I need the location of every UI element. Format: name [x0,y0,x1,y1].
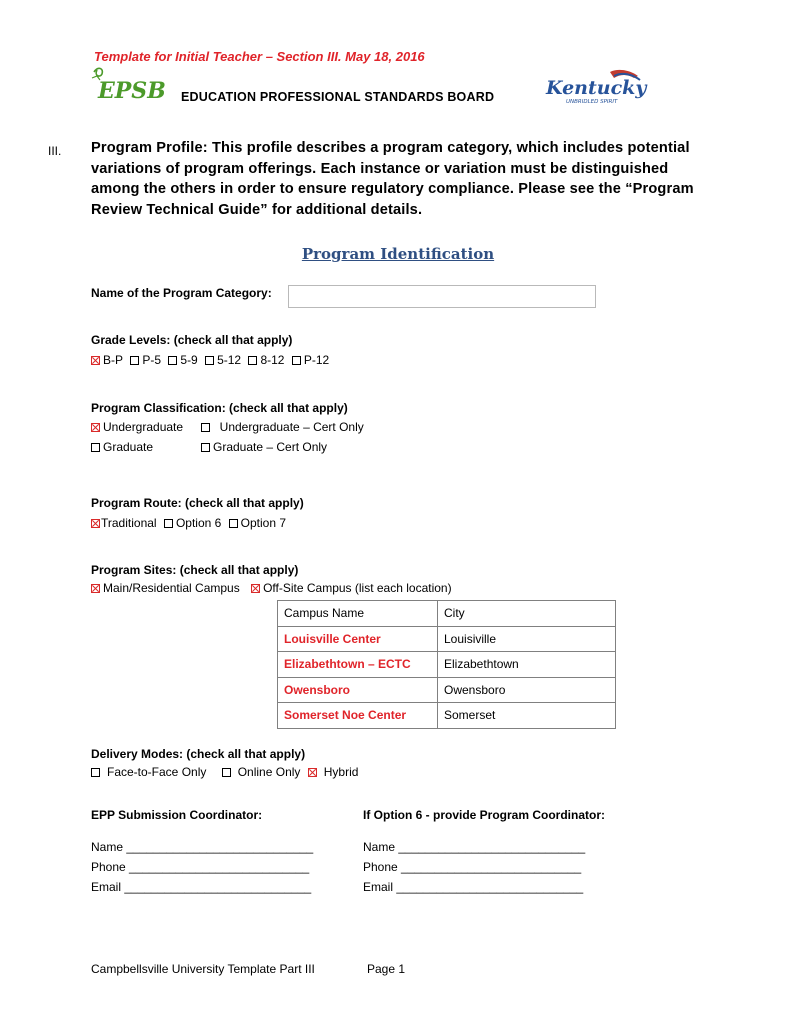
campus-name-cell: Somerset Noe Center [278,703,438,729]
epp-contact-block [91,837,313,897]
route-option-7[interactable]: Option 7 [229,516,286,530]
checkbox-icon[interactable] [91,423,100,432]
delivery-option-face-to-face[interactable]: Face-to-Face Only [91,765,206,779]
checkbox-icon[interactable] [168,356,177,365]
route-option-6[interactable]: Option 6 [164,516,221,530]
checkbox-icon[interactable] [248,356,257,365]
org-name: EDUCATION PROFESSIONAL STANDARDS BOARD [181,90,495,104]
kentucky-logo-text: Kentucky [546,77,647,99]
table-row [278,652,616,678]
epsb-logo-text: EPSB [98,78,166,104]
classification-option-undergraduate-cert[interactable]: Undergraduate – Cert Only [201,420,364,434]
epp-email-field[interactable]: Email ____________________________ [91,880,312,894]
delivery-label: Delivery Modes: (check all that apply) [91,747,306,761]
route-options [91,516,290,530]
city-cell: Louisiville [438,626,616,652]
campus-table [277,600,616,729]
sites-label: Program Sites: (check all that apply) [91,563,299,577]
classification-option-undergraduate[interactable]: Undergraduate [91,420,183,434]
epp-coordinator-heading: EPP Submission Coordinator: [91,808,263,822]
grade-option-b-p[interactable]: B-P [91,353,123,367]
checkbox-icon[interactable] [91,584,100,593]
checkbox-icon[interactable] [91,768,100,777]
sites-options [91,581,456,595]
grade-option-p-5[interactable]: P-5 [130,353,161,367]
epp-name-field[interactable]: Name ____________________________ [91,840,314,854]
kentucky-logo [544,66,647,106]
checkbox-icon[interactable] [222,768,231,777]
table-row [278,677,616,703]
footer-text: Campbellsville University Template Part III [91,962,315,976]
table-row [278,703,616,729]
campus-name-cell: Owensboro [278,677,438,703]
checkbox-icon[interactable] [91,519,100,528]
classification-label: Program Classification: (check all that apply) [91,401,348,415]
delivery-options [91,765,362,779]
checkbox-icon[interactable] [251,584,260,593]
city-cell: Elizabethtown [438,652,616,678]
program-category-input[interactable] [288,285,596,308]
campus-name-cell: Elizabethtown – ECTC [278,652,438,678]
route-label: Program Route: (check all that apply) [91,496,304,510]
classification-option-graduate-cert[interactable]: Graduate – Cert Only [201,440,327,454]
checkbox-icon[interactable] [91,356,100,365]
grade-option-p-12[interactable]: P-12 [292,353,329,367]
campus-name-cell: Louisville Center [278,626,438,652]
epsb-logo [88,64,166,104]
campus-name-header: Campus Name [278,601,438,627]
checkbox-icon[interactable] [308,768,317,777]
delivery-option-online[interactable]: Online Only [222,765,301,779]
template-line: Template for Initial Teacher – Section III. May 18, 2016 [94,49,425,64]
delivery-option-hybrid[interactable]: Hybrid [308,765,359,779]
checkbox-icon[interactable] [201,443,210,452]
table-row [278,626,616,652]
city-cell: Owensboro [438,677,616,703]
checkbox-icon[interactable] [164,519,173,528]
grade-option-5-9[interactable]: 5-9 [168,353,197,367]
site-option-main-campus[interactable]: Main/Residential Campus [91,581,240,595]
section-numeral: III. [48,144,62,158]
city-cell: Somerset [438,703,616,729]
option6-phone-field[interactable]: Phone ___________________________ [363,860,582,874]
option6-coordinator-heading: If Option 6 - provide Program Coordinator: [363,808,606,822]
checkbox-icon[interactable] [130,356,139,365]
table-header-row [278,601,616,627]
checkbox-icon[interactable] [205,356,214,365]
option6-name-field[interactable]: Name ____________________________ [363,840,586,854]
route-option-traditional[interactable]: Traditional [91,516,157,530]
grade-levels-options [91,353,333,367]
grade-option-5-12[interactable]: 5-12 [205,353,241,367]
checkbox-icon[interactable] [91,443,100,452]
program-category-label: Name of the Program Category: [91,286,272,300]
kentucky-logo-tagline: UNBRIDLED SPIRIT [566,99,618,105]
option6-contact-block [363,837,585,897]
checkbox-icon[interactable] [292,356,301,365]
site-option-off-site[interactable]: Off-Site Campus (list each location) [251,581,452,595]
option6-email-field[interactable]: Email ____________________________ [363,880,584,894]
program-profile-text: Program Profile: This profile describes a program category, which includes potential variations of program offerings. Each instance or variation must be distinguished among the others in order to ensure regulatory compliance. Please see the “Program Review Technical Guide” for additional details. [91,140,694,218]
program-identification-heading: Program Identification [301,245,495,263]
grade-levels-label: Grade Levels: (check all that apply) [91,333,293,347]
city-header: City [438,601,616,627]
epp-phone-field[interactable]: Phone ___________________________ [91,860,310,874]
classification-option-graduate[interactable]: Graduate [91,440,153,454]
checkbox-icon[interactable] [229,519,238,528]
checkbox-icon[interactable] [201,423,210,432]
grade-option-8-12[interactable]: 8-12 [248,353,284,367]
page-number: Page 1 [367,962,406,976]
